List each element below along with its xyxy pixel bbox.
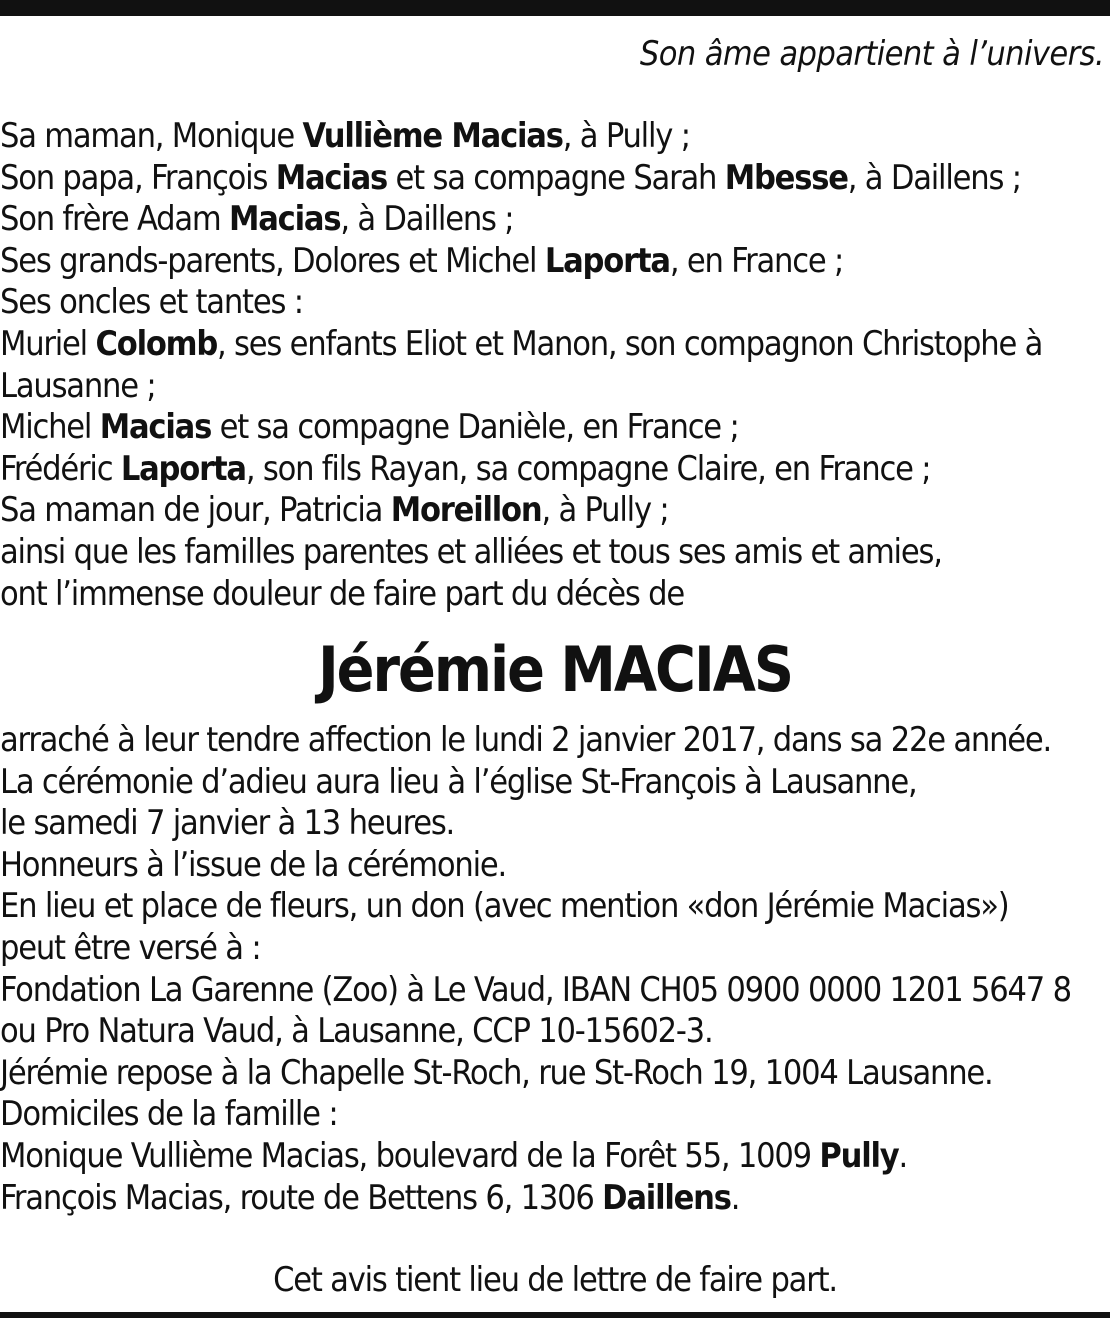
family-line: ont l’immense douleur de faire part du décès de [0,573,684,614]
family-line: ainsi que les familles parentes et alliées et tous ses amis et amies, [0,531,942,572]
family-line: Son frère Adam Macias, à Daillens ; [0,199,514,240]
family-line: Lausanne ; [0,365,156,406]
detail-line: En lieu et place de fleurs, un don (avec mention «don Jérémie Macias») [0,886,1009,927]
family-line: Michel Macias et sa compagne Danièle, en France ; [0,407,739,448]
detail-line: Fondation La Garenne (Zoo) à Le Vaud, IBAN CH05 0900 0000 1201 5647 8 [0,969,1071,1010]
family-line: Frédéric Laporta, son fils Rayan, sa compagne Claire, en France ; [0,448,931,489]
detail-line: peut être versé à : [0,927,261,968]
detail-line: le samedi 7 janvier à 13 heures. [0,803,455,844]
closing-note: Cet avis tient lieu de lettre de faire part. [273,1260,837,1300]
detail-line: arraché à leur tendre affection le lundi 2 janvier 2017, dans sa 22e année. [0,720,1052,760]
deceased-name-heading: Jérémie MACIAS [317,633,793,706]
family-line: Ses grands-parents, Dolores et Michel Laporta, en France ; [0,240,844,281]
top-border-rule [0,0,1110,16]
detail-line: La cérémonie d’adieu aura lieu à l’église St-François à Lausanne, [0,761,917,802]
detail-line: ou Pro Natura Vaud, à Lausanne, CCP 10-15602-3. [0,1011,713,1052]
family-line: Sa maman, Monique Vullième Macias, à Pully ; [0,116,690,156]
family-line: Muriel Colomb, ses enfants Eliot et Manon, son compagnon Christophe à [0,323,1043,364]
family-announcement [0,116,1110,615]
detail-line: Jérémie repose à la Chapelle St-Roch, rue St-Roch 19, 1004 Lausanne. [0,1052,993,1093]
detail-line: Monique Vullième Macias, boulevard de la Forêt 55, 1009 Pully. [0,1135,908,1176]
ceremony-details [0,720,1110,1219]
family-line: Son papa, François Macias et sa compagne Sarah Mbesse, à Daillens ; [0,157,1021,198]
family-line: Sa maman de jour, Patricia Moreillon, à Pully ; [0,490,669,531]
bottom-border-rule [0,1312,1110,1318]
detail-line: Domiciles de la famille : [0,1094,338,1135]
detail-line: Honneurs à l’issue de la cérémonie. [0,844,507,885]
family-line: Ses oncles et tantes : [0,282,303,323]
epigraph: Son âme appartient à l’univers. [639,34,1104,74]
detail-line: François Macias, route de Bettens 6, 1306 Daillens. [0,1177,740,1218]
